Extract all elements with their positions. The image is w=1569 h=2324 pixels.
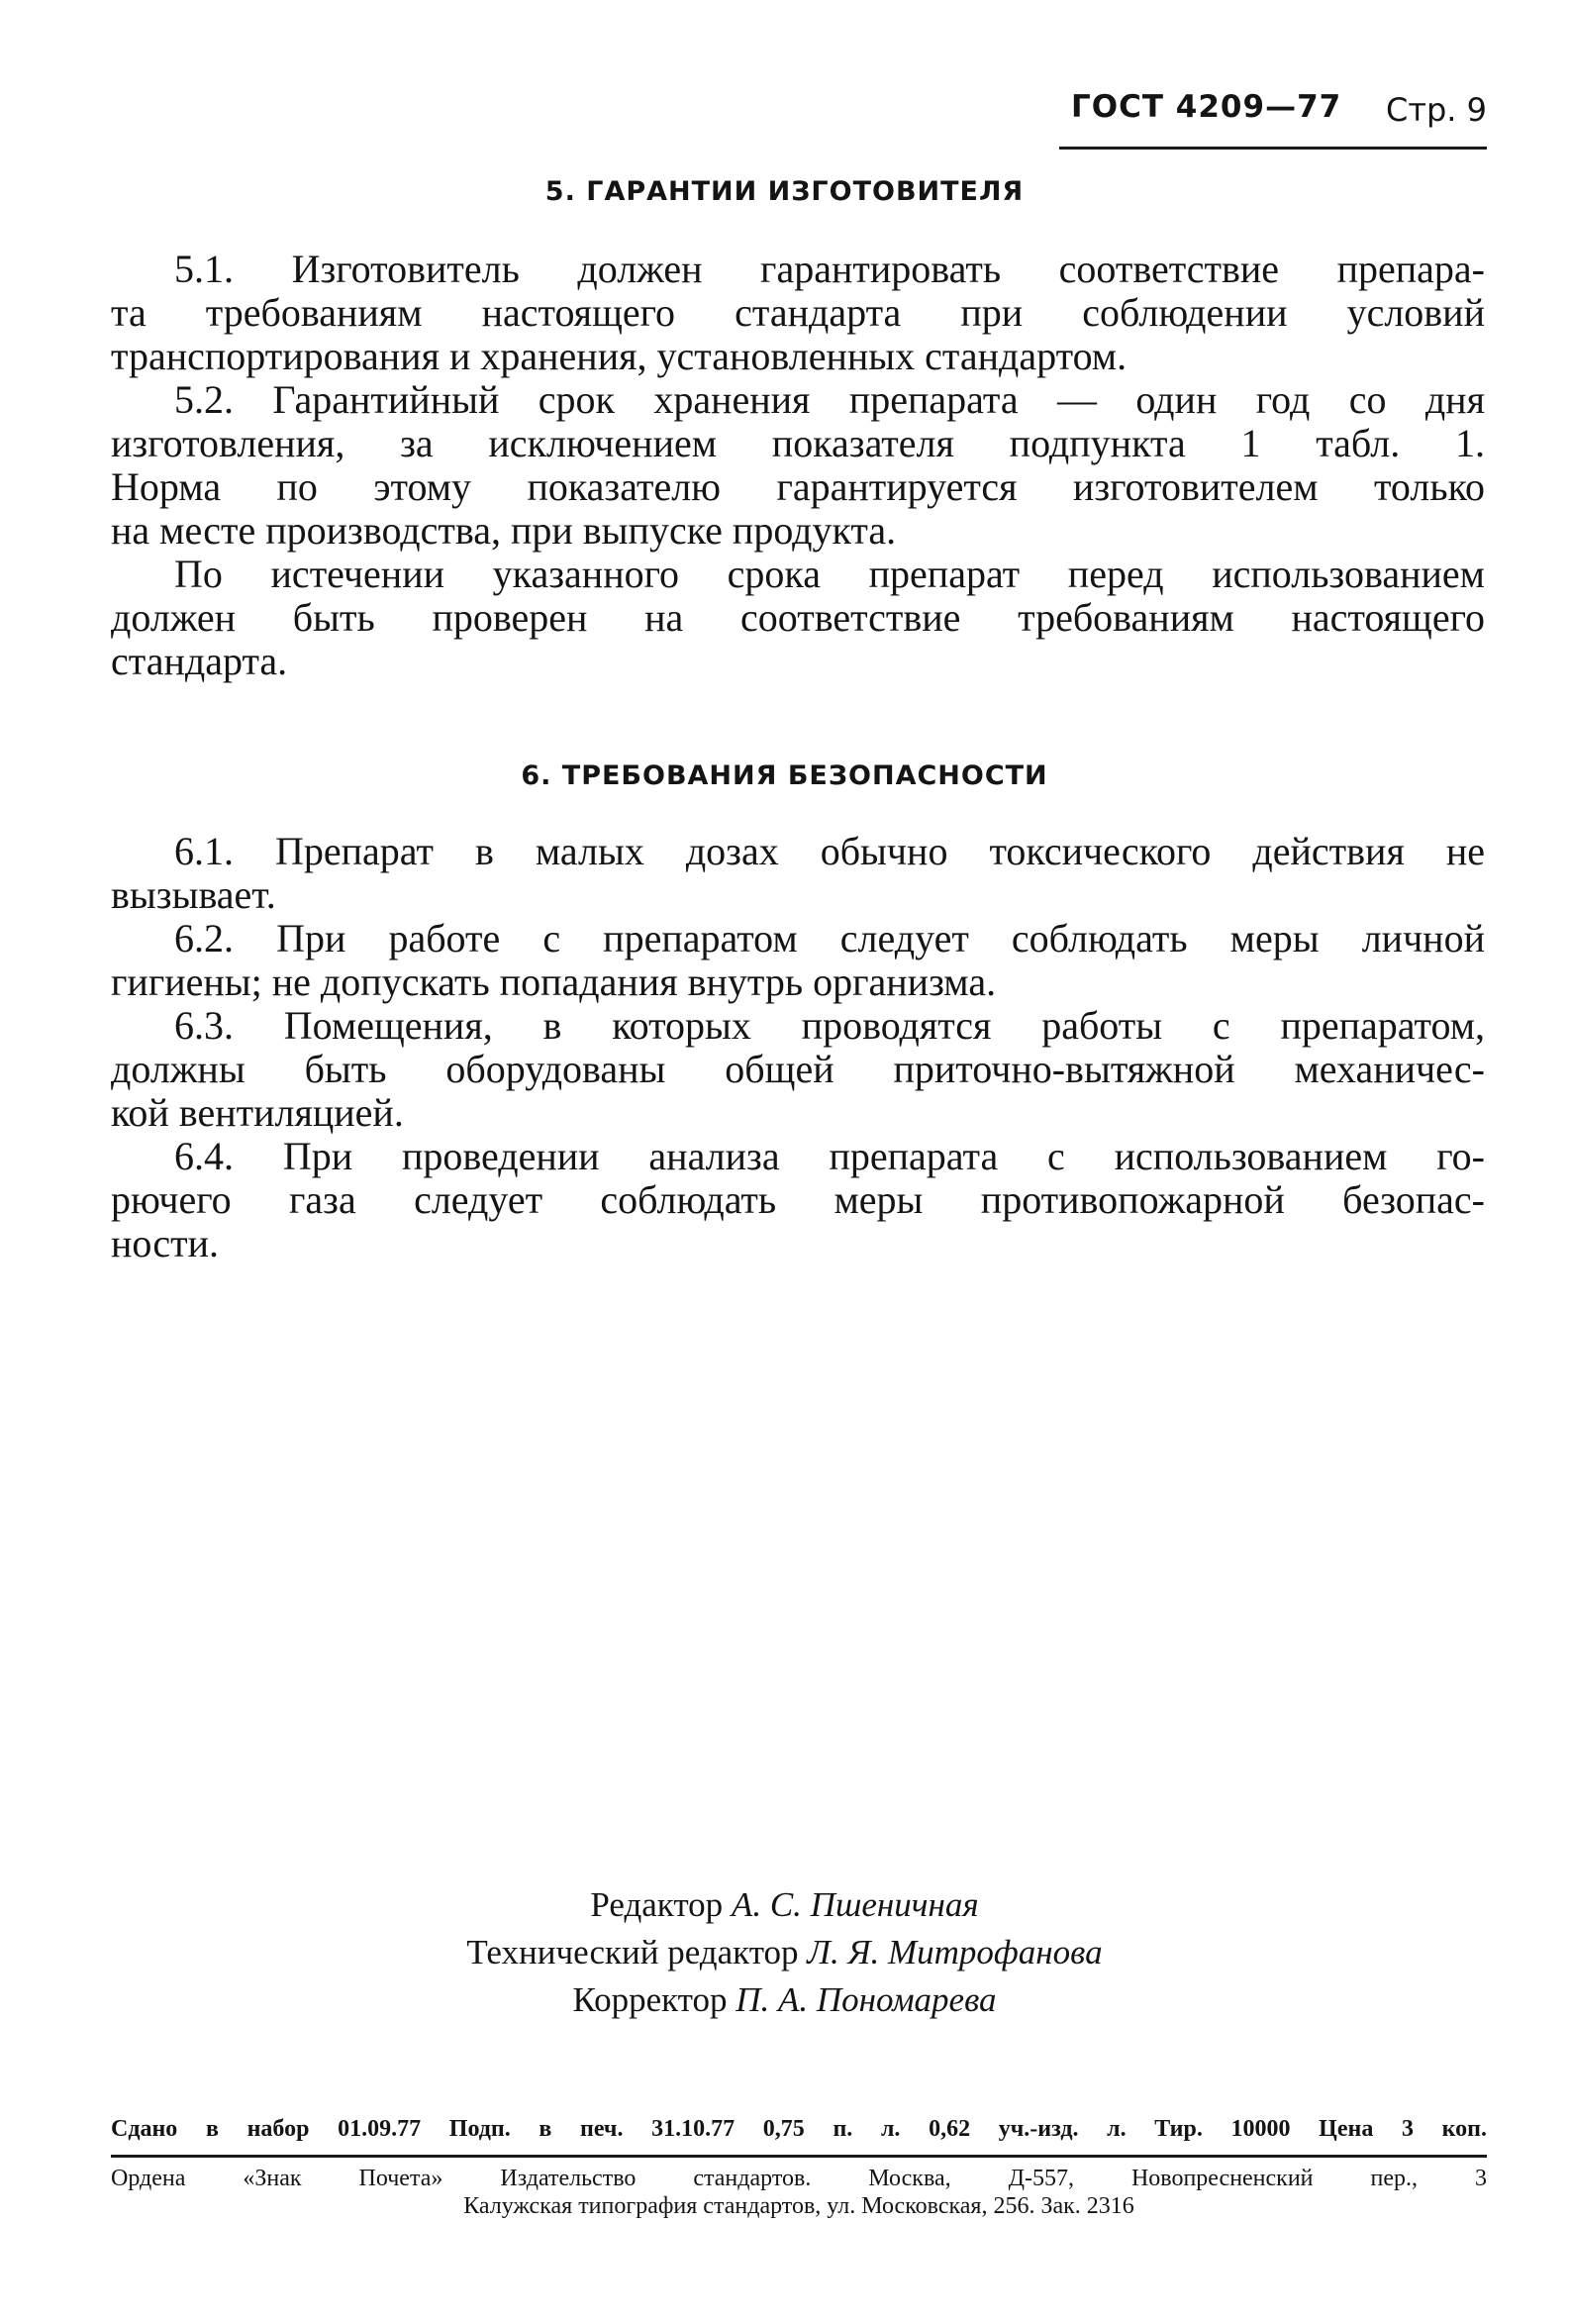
- editor-label: Редактор: [590, 1885, 724, 1924]
- proofreader-credit: [0, 1976, 1569, 2024]
- paragraph-line: транспортирования и хранения, установленных стандартом.: [111, 334, 1128, 378]
- colophon-divider: [111, 2155, 1487, 2158]
- standard-number: ГОСТ 4209—77: [1071, 89, 1342, 125]
- print-details: [111, 2115, 1487, 2143]
- page-number: Стр. 9: [1386, 91, 1487, 129]
- paragraph-line: ности.: [111, 1221, 220, 1265]
- paragraph-line: та требованиям настоящего стандарта при соблюдении условий: [111, 290, 1485, 335]
- tech-editor-name: Л. Я. Митрофанова: [807, 1933, 1103, 1971]
- paragraph-line: кой вентиляцией.: [111, 1090, 404, 1135]
- publisher-line: Ордена «Знак Почета» Издательство стандартов. Москва, Д-557, Новопресненский пер., 3: [111, 2166, 1487, 2191]
- paragraph-line: должен быть проверен на соответствие требованиям настоящего: [111, 595, 1485, 640]
- paragraph-line: 6.2. При работе с препаратом следует соблюдать меры личной: [174, 916, 1485, 960]
- section-6-body: [111, 830, 1485, 1265]
- print-details-line: Сдано в набор 01.09.77 Подп. в печ. 31.10.77 0,75 п. л. 0,62 уч.-изд. л. Тир. 10000 Цена 3 коп.: [111, 2116, 1487, 2142]
- paragraph-line: 5.2. Гарантийный срок хранения препарата — один год со дня: [174, 377, 1485, 422]
- paragraph-line: вызывает.: [111, 872, 276, 917]
- paragraph-line: Норма по этому показателю гарантируется изготовителем только: [111, 464, 1485, 509]
- paragraph-line: стандарта.: [111, 639, 288, 683]
- proofreader-name: П. А. Пономарева: [735, 1980, 997, 2019]
- running-header: [1059, 87, 1487, 150]
- publisher-block: [111, 2165, 1487, 2220]
- editor-name: А. С. Пшеничная: [731, 1885, 979, 1924]
- paragraph-line: 6.4. При проведении анализа препарата с использованием го-: [174, 1134, 1485, 1178]
- paragraph-line: гигиены; не допускать попадания внутрь организма.: [111, 960, 997, 1004]
- paragraph-line: По истечении указанного срока препарат перед использованием: [174, 552, 1485, 596]
- section-6-title: 6. ТРЕБОВАНИЯ БЕЗОПАСНОСТИ: [521, 760, 1048, 791]
- paragraph-line: должны быть оборудованы общей приточно-вытяжной механичес-: [111, 1047, 1485, 1091]
- printer-line: Калужская типография стандартов, ул. Московская, 256. Зак. 2316: [463, 2193, 1134, 2219]
- paragraph-line: изготовления, за исключением показателя подпункта 1 табл. 1.: [111, 421, 1485, 465]
- proofreader-label: Корректор: [572, 1980, 728, 2019]
- paragraph-line: 5.1. Изготовитель должен гарантировать соответствие препара-: [174, 247, 1485, 291]
- section-5-body: [111, 248, 1485, 683]
- tech-editor-credit: [0, 1929, 1569, 1976]
- paragraph-line: рючего газа следует соблюдать меры противопожарной безопас-: [111, 1177, 1485, 1222]
- section-5-title: 5. ГАРАНТИИ ИЗГОТОВИТЕЛЯ: [544, 176, 1025, 207]
- tech-editor-label: Технический редактор: [466, 1933, 799, 1971]
- paragraph-line: 6.1. Препарат в малых дозах обычно токсического действия не: [174, 829, 1485, 873]
- paragraph-line: 6.3. Помещения, в которых проводятся работы с препаратом,: [174, 1003, 1485, 1048]
- editor-credit: [0, 1881, 1569, 1929]
- paragraph-line: на месте производства, при выпуске продукта.: [111, 508, 897, 553]
- editorial-staff: [0, 1881, 1569, 2024]
